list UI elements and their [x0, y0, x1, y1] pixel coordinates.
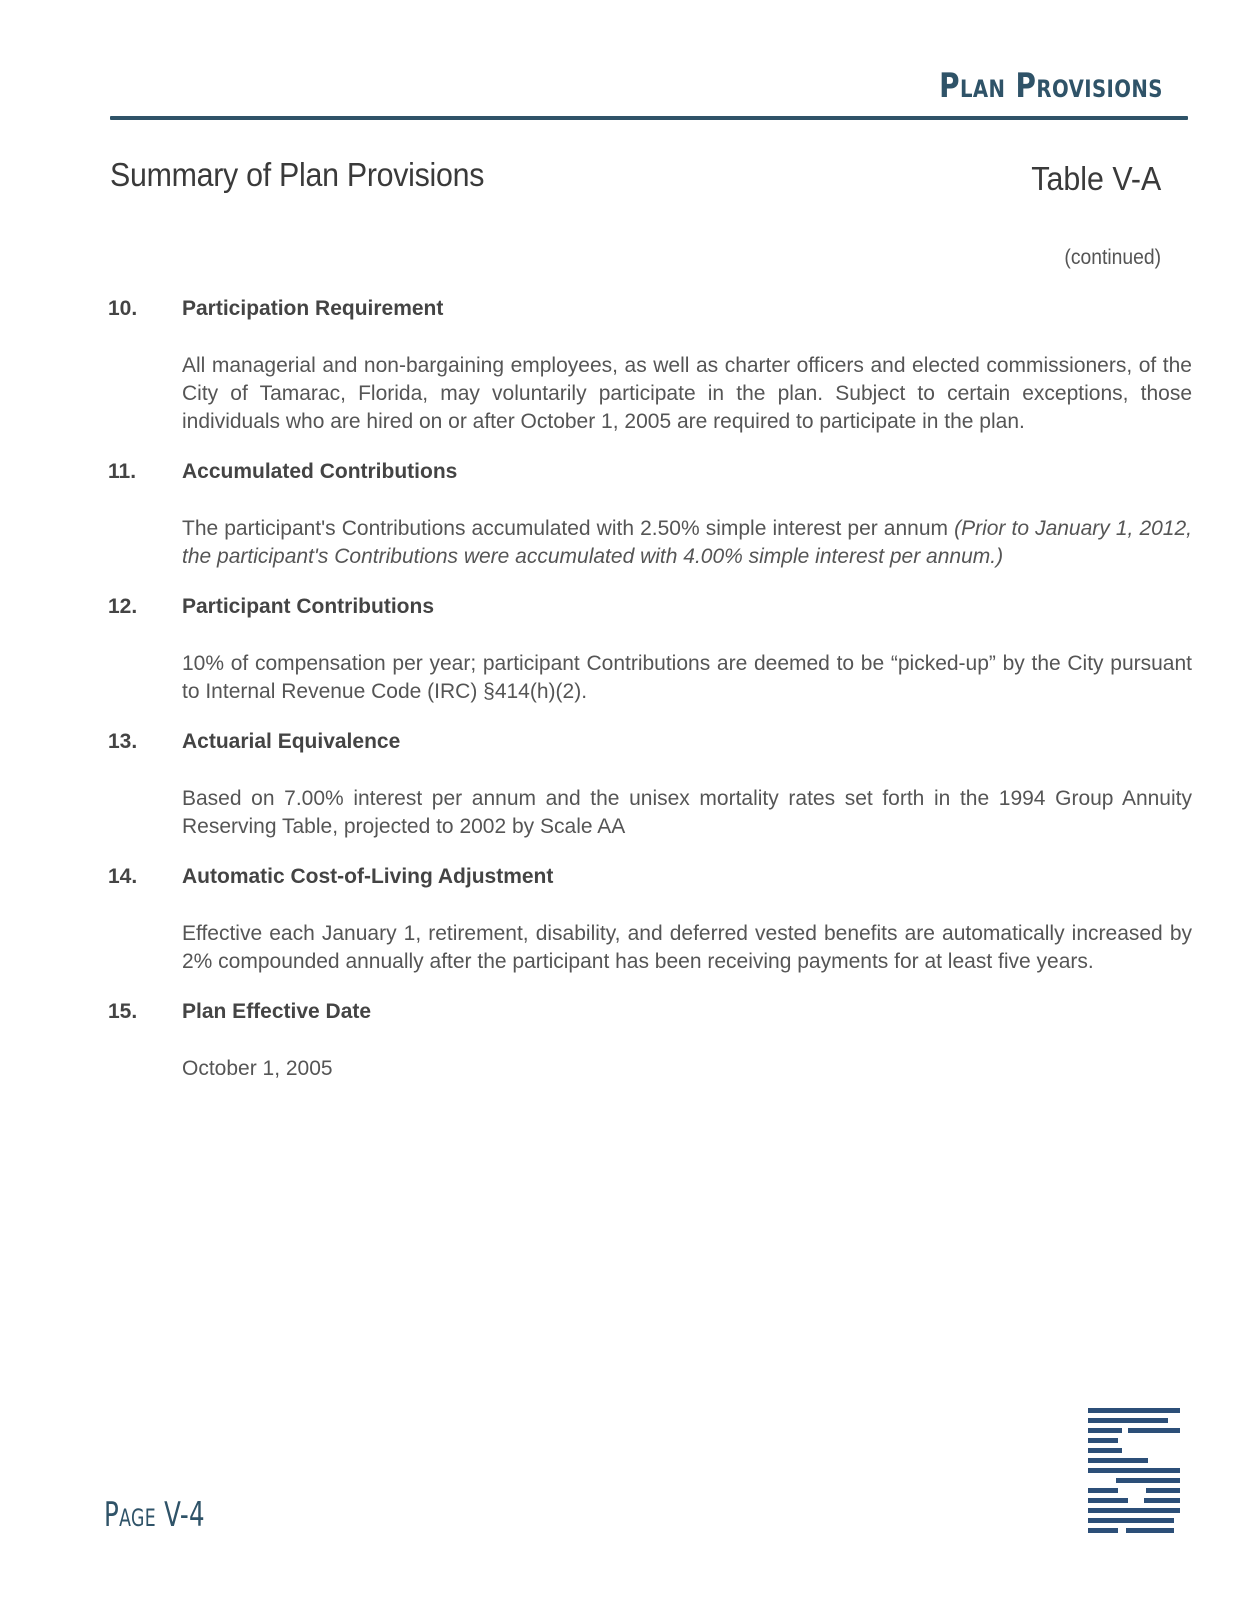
provision-heading: [108, 1000, 1192, 1030]
provision-actuarial-equivalence: [108, 730, 1192, 841]
provision-body: Based on 7.00% interest per annum and the unisex mortality rates set forth in the 1994 Group Annuity Reserving Table, projected to 2002 by Scale AA: [182, 787, 1192, 838]
provision-body: October 1, 2005: [182, 1057, 333, 1080]
provision-body: All managerial and non-bargaining employees, as well as charter officers and elected commissioners, of the City of Tamarac, Florida, may voluntarily participate in the plan. Subject to certain exceptions, those individuals who are hired on or after October 1, 2005 are required to participate in the plan.: [182, 354, 1192, 433]
provision-participation-requirement: [108, 297, 1192, 436]
provision-accumulated-contributions: [108, 460, 1192, 571]
provision-heading: [108, 460, 1192, 490]
provision-body: [182, 515, 1192, 571]
page-number: Page V-4: [104, 1495, 205, 1535]
provision-title: Actuarial Equivalence: [182, 730, 401, 753]
provision-title: Plan Effective Date: [182, 1000, 372, 1023]
provision-number: 15.: [108, 1000, 138, 1023]
provision-body: Effective each January 1, retirement, disability, and deferred vested benefits are automatically increased by 2% compounded annually after the participant has been receiving payments for at least five years.: [182, 922, 1192, 973]
provision-heading: [108, 865, 1192, 895]
provision-title: Participant Contributions: [182, 595, 434, 618]
provision-number: 12.: [108, 595, 138, 618]
provision-number: 11.: [108, 460, 137, 483]
provision-number: 10.: [108, 297, 138, 320]
provision-heading: [108, 595, 1192, 625]
provision-cost-of-living-adjustment: [108, 865, 1192, 976]
provision-title: Accumulated Contributions: [182, 460, 458, 483]
provision-body-note: (Prior to January 1, 2012, the participant's Contributions were accumulated with 4.00% simple interest per annum.): [182, 517, 1192, 568]
provisions-list: [108, 297, 1192, 1107]
provision-plan-effective-date: [108, 1000, 1192, 1083]
continued-label: (continued): [1064, 246, 1161, 269]
provision-number: 13.: [108, 730, 138, 753]
provision-number: 14.: [108, 865, 138, 888]
provision-participant-contributions: [108, 595, 1192, 706]
striped-s-logo-icon: [1088, 1408, 1180, 1534]
header-rule: [110, 116, 1188, 120]
provision-body: 10% of compensation per year; participant Contributions are deemed to be “picked-up” by the City pursuant to Internal Revenue Code (IRC) §414(h)(2).: [182, 652, 1192, 703]
section-banner: Plan Provisions: [939, 66, 1163, 106]
provision-body-text: The participant's Contributions accumulated with 2.50% simple interest per annum: [182, 517, 955, 540]
document-title: Summary of Plan Provisions: [110, 156, 485, 193]
provision-heading: [108, 730, 1192, 760]
provision-title: Automatic Cost-of-Living Adjustment: [182, 865, 554, 888]
provision-title: Participation Requirement: [182, 297, 444, 320]
provision-heading: [108, 297, 1192, 327]
table-label: Table V-A: [1031, 160, 1161, 197]
